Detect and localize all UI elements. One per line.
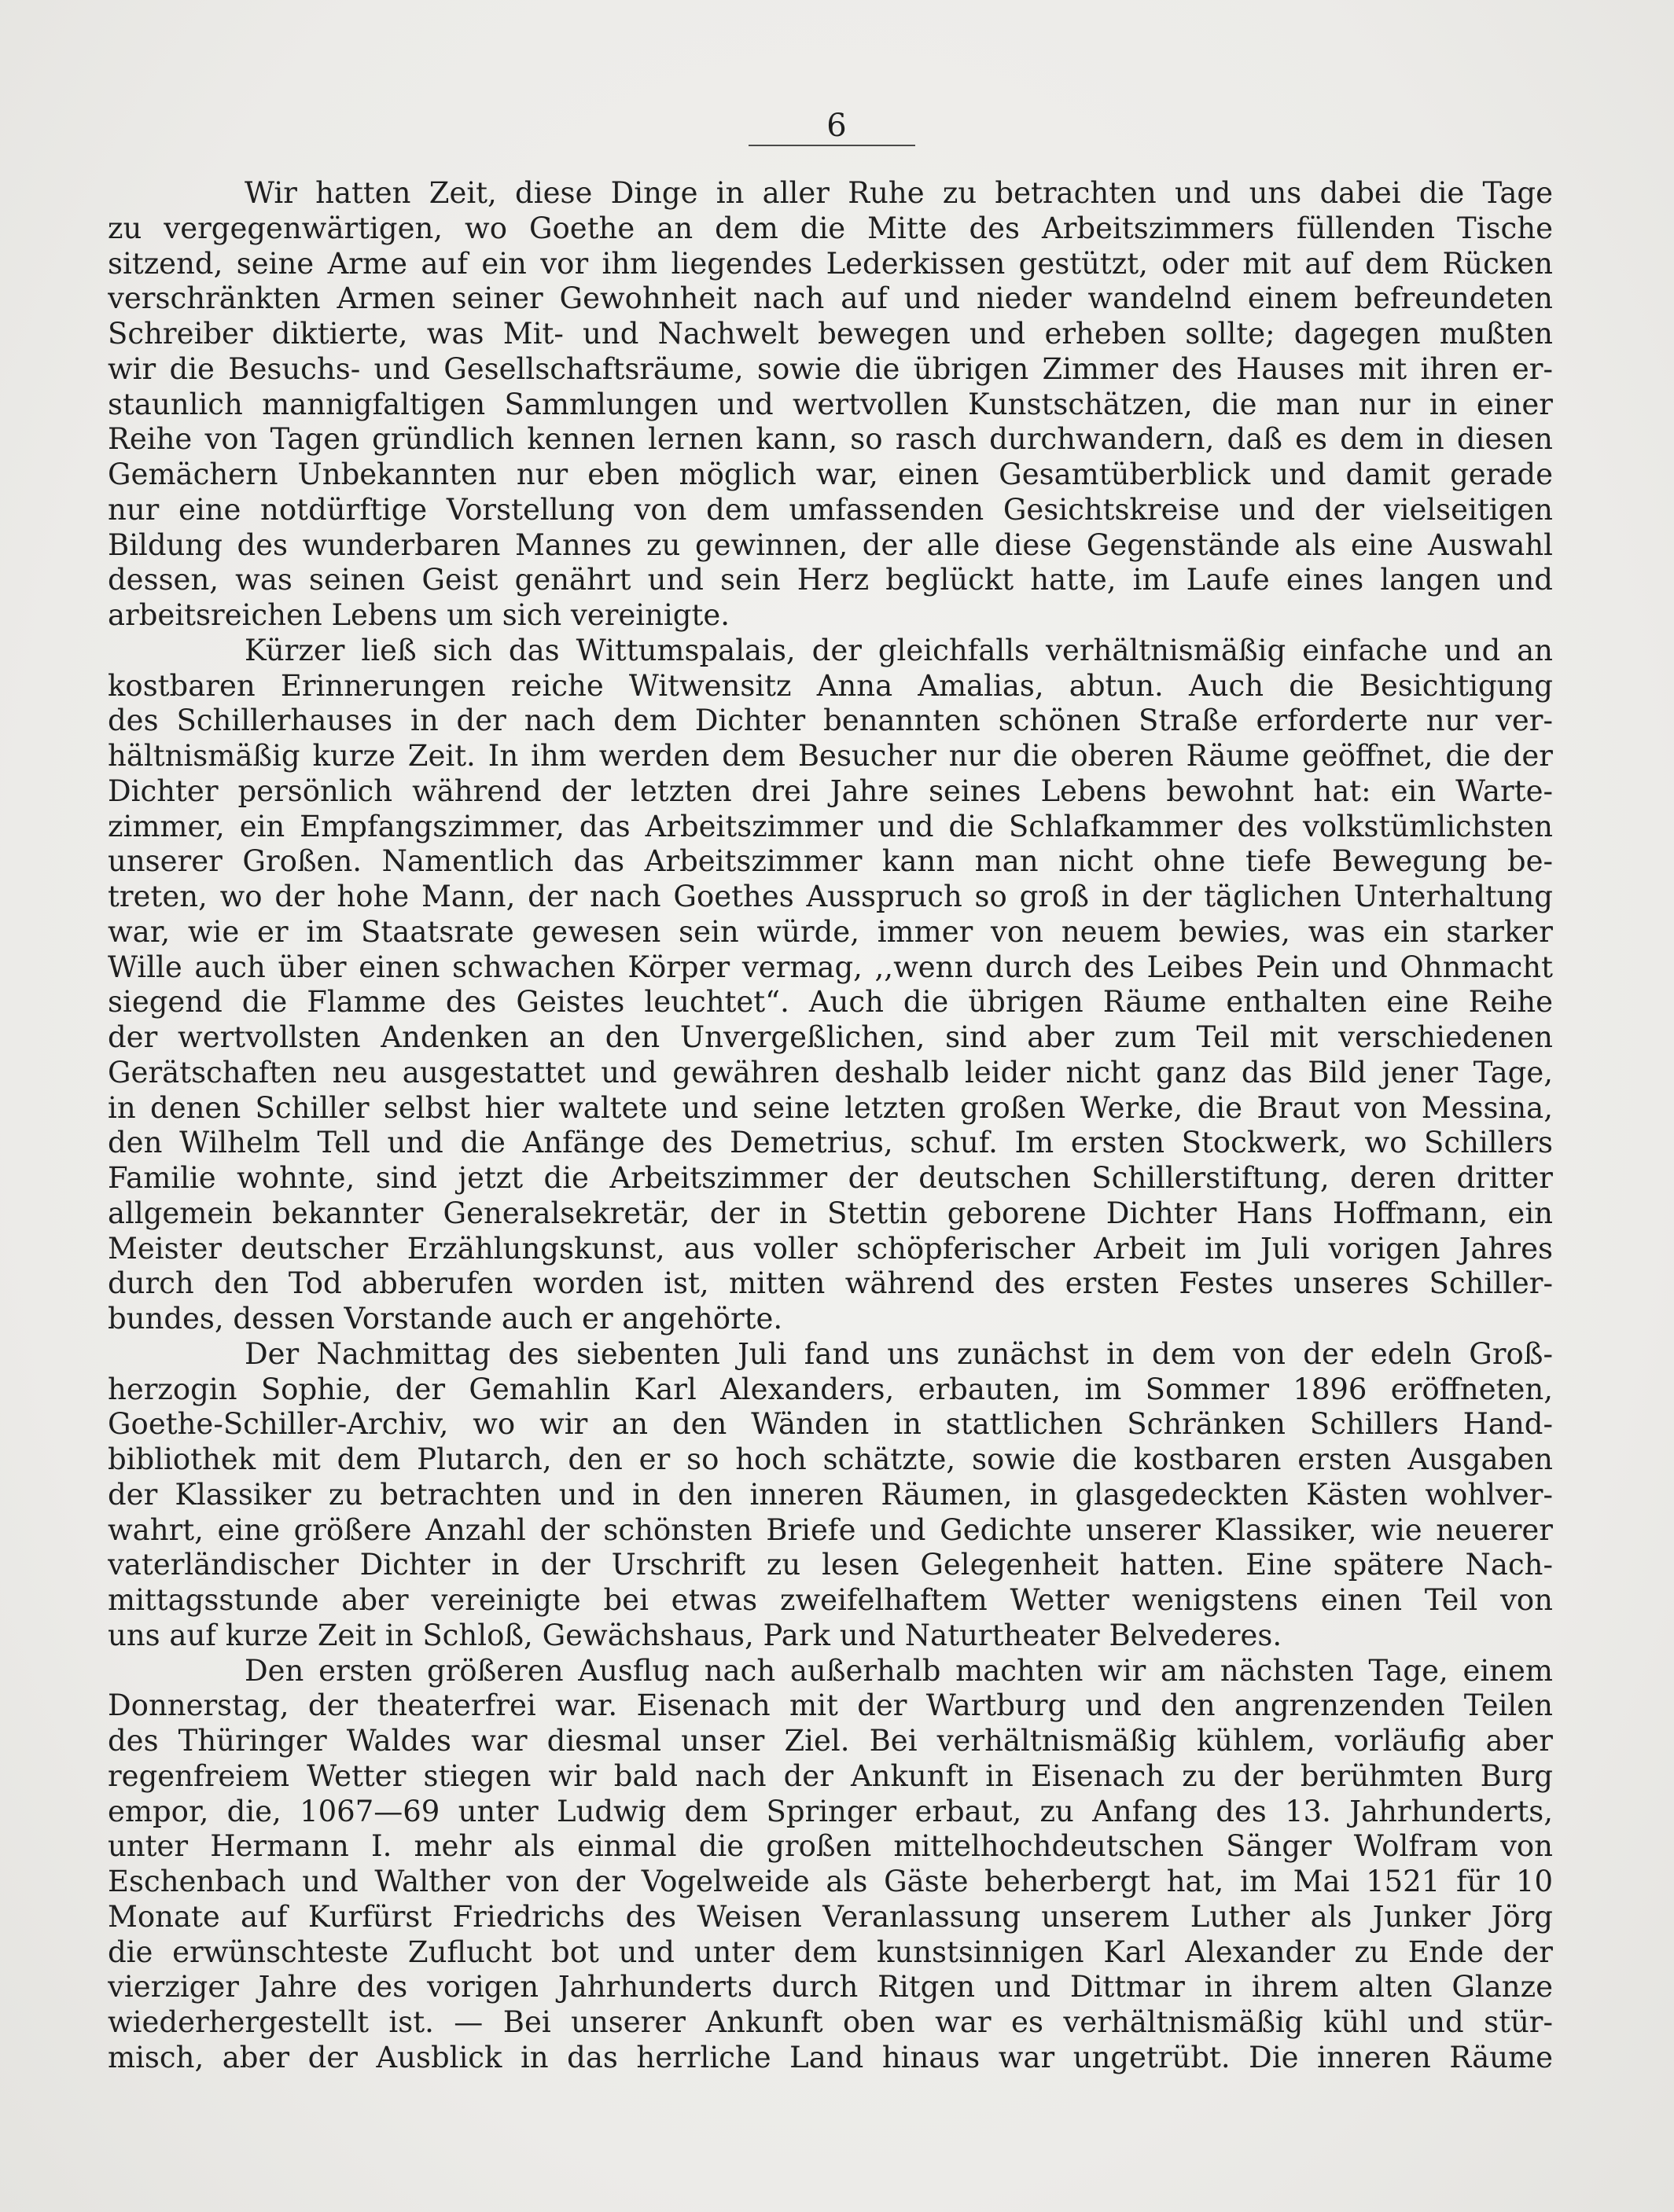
text-line: allgemein bekannter Generalsekretär, der in Stettin geborene Dichter Hans Hoffmann, ein [108,1196,1553,1230]
text-line: des Thüringer Waldes war diesmal unser Ziel. Bei verhältnismäßig kühlem, vorläufig aber [108,1724,1553,1758]
text-line: misch, aber der Ausblick in das herrliche Land hinaus war ungetrübt. Die inneren Räume [108,2040,1553,2074]
text-line: herzogin Sophie, der Gemahlin Karl Alexanders, erbauten, im Sommer 1896 eröffneten, [108,1372,1553,1406]
text-line: empor, die, 1067—69 unter Ludwig dem Springer erbaut, zu Anfang des 13. Jahrhunderts, [108,1794,1553,1828]
text-line: zimmer, ein Empfangszimmer, das Arbeitszimmer und die Schlafkammer des volkstümlichsten [108,809,1553,843]
text-line: Schreiber diktierte, was Mit- und Nachwelt bewegen und erheben sollte; dagegen mußten [108,317,1553,351]
text-line: des Schillerhauses in der nach dem Dichter benannten schönen Straße erforderte nur ver- [108,704,1553,738]
text-line: Goethe-Schiller-Archiv, wo wir an den Wänden in stattlichen Schränken Schillers Hand- [108,1407,1553,1442]
text-line: in denen Schiller selbst hier waltete und seine letzten großen Werke, die Braut von Messina, [108,1090,1553,1125]
text-line: Meister deutscher Erzählungskunst, aus voller schöpferischer Arbeit im Juli vorigen Jahres [108,1231,1553,1266]
text-line: war, wie er im Staatsrate gewesen sein würde, immer von neuem bewies, was ein starker [108,914,1553,949]
text-line: unserer Großen. Namentlich das Arbeitszimmer kann man nicht ohne tiefe Bewegung be- [108,844,1553,879]
text-line: Wir hatten Zeit, diese Dinge in aller Ruhe zu betrachten und uns dabei die Tage [245,176,1553,210]
text-line: Kürzer ließ sich das Wittumspalais, der gleichfalls verhältnismäßig einfache und an [245,633,1553,667]
page-number: 6 [826,108,847,144]
text-line: nur eine notdürftige Vorstellung von dem umfassenden Gesichtskreise und der vielseitigen [108,492,1553,527]
text-line: arbeitsreichen Lebens um sich vereinigte. [108,598,730,632]
text-line: regenfreiem Wetter stiegen wir bald nach der Ankunft in Eisenach zu der berühmten Burg [108,1758,1553,1793]
text-line: Gerätschaften neu ausgestattet und gewähren deshalb leider nicht ganz das Bild jener Tage, [108,1055,1553,1089]
text-line: Monate auf Kurfürst Friedrichs des Weisen Veranlassung unserem Luther als Junker Jörg [108,1899,1553,1934]
text-line: Gemächern Unbekannten nur eben möglich war, einen Gesamtüberblick und damit gerade [108,457,1553,491]
text-line: unter Hermann I. mehr als einmal die großen mittelhochdeutschen Sänger Wolfram von [108,1829,1553,1864]
text-line: uns auf kurze Zeit in Schloß, Gewächshaus, Park und Naturtheater Belvederes. [108,1618,1282,1652]
text-line: Familie wohnte, sind jetzt die Arbeitszimmer der deutschen Schillerstiftung, deren dritter [108,1161,1553,1195]
text-line: wiederhergestellt ist. — Bei unserer Ankunft oben war es verhältnismäßig kühl und stür- [108,2005,1553,2039]
text-line: wir die Besuchs- und Gesellschaftsräume, sowie die übrigen Zimmer des Hauses mit ihren er- [108,351,1553,386]
text-line: bibliothek mit dem Plutarch, den er so hoch schätzte, sowie die kostbaren ersten Ausgaben [108,1442,1553,1476]
text-line: vaterländischer Dichter in der Urschrift zu lesen Gelegenheit hatten. Eine spätere Nach- [108,1548,1553,1582]
text-line: staunlich mannigfaltigen Sammlungen und wertvollen Kunstschätzen, die man nur in einer [108,387,1553,421]
text-line: kostbaren Erinnerungen reiche Witwensitz Anna Amalias, abtun. Auch die Besichtigung [108,668,1553,703]
text-line: siegend die Flamme des Geistes leuchtet“. Auch die übrigen Räume enthalten eine Reihe [108,985,1553,1020]
text-line: sitzend, seine Arme auf ein vor ihm liegendes Lederkissen gestützt, oder mit auf dem Rücken [108,246,1553,281]
text-line: hältnismäßig kurze Zeit. In ihm werden dem Besucher nur die oberen Räume geöffnet, die der [108,739,1553,773]
text-line: Eschenbach und Walther von der Vogelweide als Gäste beherbergt hat, im Mai 1521 für 10 [108,1865,1553,1898]
text-line: Bildung des wunderbaren Mannes zu gewinnen, der alle diese Gegenstände als eine Auswahl [108,527,1553,562]
text-line: Der Nachmittag des siebenten Juli fand uns zunächst in dem von der edeln Groß- [245,1336,1553,1371]
text-line: der Klassiker zu betrachten und in den inneren Räumen, in glasgedeckten Kästen wohlver- [108,1477,1553,1512]
text-line: die erwünschteste Zuflucht bot und unter dem kunstsinnigen Karl Alexander zu Ende der [108,1935,1553,1969]
text-line: Dichter persönlich während der letzten drei Jahre seines Lebens bewohnt hat: ein Warte- [108,773,1553,808]
text-line: der wertvollsten Andenken an den Unvergeßlichen, sind aber zum Teil mit verschiedenen [108,1020,1553,1054]
text-line: vierziger Jahre des vorigen Jahrhunderts durch Ritgen und Dittmar in ihrem alten Glanze [108,1970,1553,2004]
text-line: Den ersten größeren Ausflug nach außerhalb machten wir am nächsten Tage, einem [245,1653,1553,1688]
body-text [108,176,1553,2076]
text-line: zu vergegenwärtigen, wo Goethe an dem die Mitte des Arbeitszimmers füllenden Tische [108,211,1553,245]
text-line: verschränkten Armen seiner Gewohnheit nach auf und nieder wandelnd einem befreundeten [108,281,1553,316]
text-line: wahrt, eine größere Anzahl der schönsten Briefe und Gedichte unserer Klassiker, wie neuerer [108,1512,1553,1547]
text-line: den Wilhelm Tell und die Anfänge des Demetrius, schuf. Im ersten Stockwerk, wo Schillers [108,1126,1553,1160]
text-line: treten, wo der hohe Mann, der nach Goethes Ausspruch so groß in der täglichen Unterhaltung [108,880,1553,913]
text-line: Reihe von Tagen gründlich kennen lernen kann, so rasch durchwandern, daß es dem in diesen [108,422,1553,457]
text-line: mittagsstunde aber vereinigte bei etwas zweifelhaftem Wetter wenigstens einen Teil von [108,1583,1553,1617]
text-line: Wille auch über einen schwachen Körper vermag, ,,wenn durch des Leibes Pein und Ohnmacht [108,950,1553,984]
text-line: dessen, was seinen Geist genährt und sein Herz beglückt hatte, im Laufe eines langen und [108,563,1553,597]
text-line: Donnerstag, der theaterfrei war. Eisenach mit der Wartburg und den angrenzenden Teilen [108,1688,1553,1723]
text-line: durch den Tod abberufen worden ist, mitten während des ersten Festes unseres Schiller- [108,1266,1553,1301]
page-number-rule [749,145,915,146]
text-line: bundes, dessen Vorstande auch er angehörte. [108,1302,783,1336]
